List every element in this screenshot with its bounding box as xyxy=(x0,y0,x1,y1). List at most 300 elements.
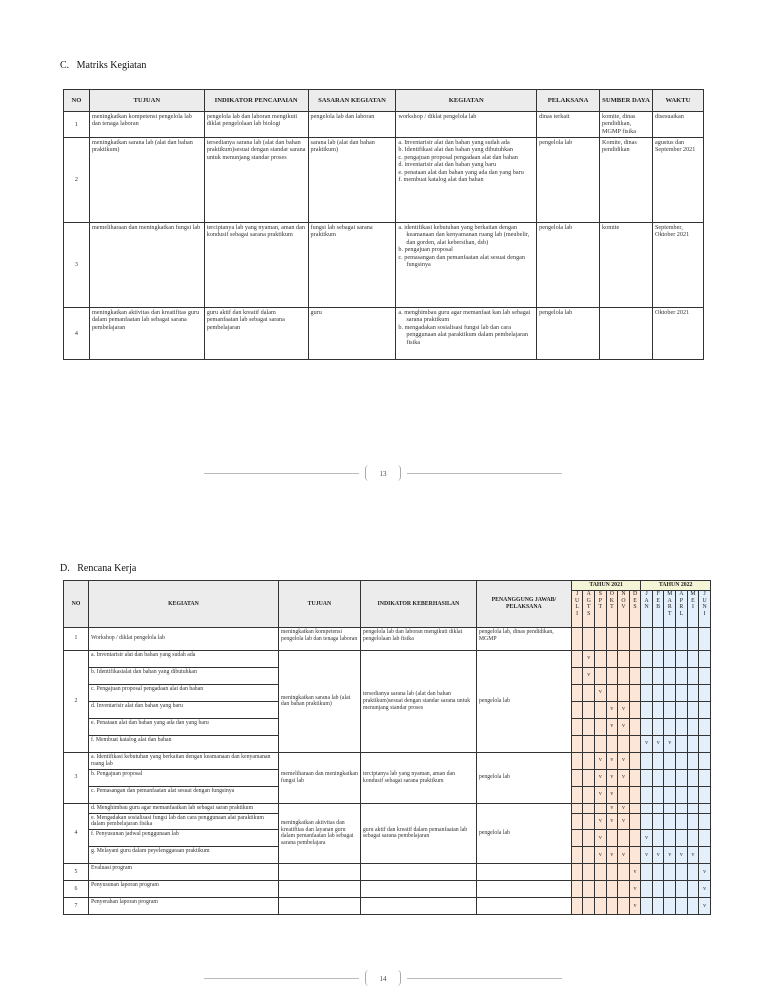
schedule-cell xyxy=(699,718,711,735)
header-tahun-2022: TAHUN 2022 xyxy=(641,581,711,591)
schedule-cell xyxy=(664,881,676,898)
schedule-cell xyxy=(652,898,664,915)
schedule-cell xyxy=(629,735,641,752)
row-kegiatan xyxy=(396,223,537,308)
schedule-cell xyxy=(699,735,711,752)
schedule-cell xyxy=(571,684,583,701)
row-no: 2 xyxy=(64,650,89,752)
schedule-cell xyxy=(583,684,595,701)
month-header: F E B xyxy=(652,590,664,627)
schedule-cell xyxy=(595,627,607,650)
row-kegiatan: c. Pengajuan proposal pengadaan alat dan bahan xyxy=(88,684,278,701)
schedule-cell: v xyxy=(618,847,630,864)
schedule-cell xyxy=(699,803,711,813)
month-header: A G T S xyxy=(583,590,595,627)
row-kegiatan: f. Penyusunan jadwal penggunaan lab xyxy=(88,830,278,847)
schedule-cell xyxy=(699,650,711,667)
schedule-cell xyxy=(606,881,618,898)
row-indikator: guru aktif dan kreatif dalam pemanfaatan lab sebagai sarana pembelajaran xyxy=(360,803,476,863)
schedule-cell xyxy=(652,864,664,881)
row-no: 3 xyxy=(64,752,89,803)
table-row xyxy=(64,650,711,667)
row-kegiatan: f. Membuat katalog alat dan bahan xyxy=(88,735,278,752)
row-tujuan: meningkatkan aktivitas dan kreatifitas dan layanan guru dalam pemanfaatan lab sebagai sarana pembelajara xyxy=(278,803,360,863)
schedule-cell: v xyxy=(641,847,653,864)
schedule-cell xyxy=(687,667,699,684)
month-header: J A N xyxy=(641,590,653,627)
row-indikator: terciptanya lab yang nyaman, aman dan kondusif sebagai sarana praktikum xyxy=(204,223,308,308)
schedule-cell: v xyxy=(595,830,607,847)
row-waktu: Oktober 2021 xyxy=(652,308,703,360)
table-row xyxy=(64,898,711,915)
row-tujuan: memeliharaan dan meningkatkan fungsi lab xyxy=(89,223,204,308)
schedule-cell xyxy=(629,627,641,650)
header-sasaran: SASARAN KEGIATAN xyxy=(308,90,396,112)
schedule-cell xyxy=(641,864,653,881)
row-tujuan: meningkatkan sarana lab (alat dan bahan praktikum) xyxy=(89,138,204,223)
row-sumber-daya xyxy=(600,308,653,360)
schedule-cell xyxy=(595,898,607,915)
row-no: 1 xyxy=(64,112,90,138)
month-header: S P T xyxy=(595,590,607,627)
row-kegiatan: a. Identifikasi kebutuhan yang berkaitan dengan keamanaan dan kenyamanan ruang lab xyxy=(88,752,278,769)
rencana-kerja-table xyxy=(63,580,711,915)
schedule-cell xyxy=(652,627,664,650)
schedule-cell xyxy=(652,650,664,667)
schedule-cell xyxy=(676,830,688,847)
row-tujuan: meningkatkan kompetensi pengelola lab dan tenaga laboran xyxy=(89,112,204,138)
page-number-13 xyxy=(204,465,562,481)
schedule-cell xyxy=(664,769,676,786)
schedule-cell xyxy=(687,627,699,650)
schedule-cell xyxy=(571,718,583,735)
table-row xyxy=(64,752,711,769)
schedule-cell xyxy=(618,684,630,701)
schedule-cell xyxy=(664,813,676,830)
row-no: 1 xyxy=(64,627,89,650)
schedule-cell xyxy=(571,881,583,898)
schedule-cell xyxy=(699,813,711,830)
schedule-cell xyxy=(652,684,664,701)
month-header: A P R L xyxy=(676,590,688,627)
schedule-cell xyxy=(641,769,653,786)
schedule-cell: v xyxy=(629,881,641,898)
schedule-cell xyxy=(641,718,653,735)
table-row xyxy=(64,308,704,360)
schedule-cell xyxy=(629,847,641,864)
row-tujuan: meningkatkan sarana lab (alat dan bahan praktikum) xyxy=(278,650,360,752)
schedule-cell xyxy=(652,813,664,830)
schedule-cell xyxy=(583,830,595,847)
schedule-cell: v xyxy=(595,847,607,864)
matriks-kegiatan-table xyxy=(63,89,704,360)
schedule-cell xyxy=(641,684,653,701)
schedule-cell xyxy=(664,650,676,667)
table-row xyxy=(64,803,711,813)
footer-rule-right xyxy=(407,978,562,979)
row-kegiatan: e. Penataan alat dan bahan yang ada dan yang baru xyxy=(88,718,278,735)
schedule-cell xyxy=(699,847,711,864)
schedule-cell: v xyxy=(618,803,630,813)
schedule-cell xyxy=(641,627,653,650)
schedule-cell xyxy=(699,786,711,803)
row-penanggung-jawab: pengelola lab xyxy=(476,752,571,803)
row-waktu: agustus dan September 2021 xyxy=(652,138,703,223)
schedule-cell xyxy=(676,803,688,813)
schedule-cell xyxy=(571,627,583,650)
row-no: 7 xyxy=(64,898,89,915)
schedule-cell xyxy=(641,752,653,769)
schedule-cell xyxy=(664,864,676,881)
row-sumber-daya: komite, dinas pendidikan, MGMP fisika xyxy=(600,112,653,138)
schedule-cell xyxy=(652,881,664,898)
schedule-cell xyxy=(664,898,676,915)
schedule-cell: v xyxy=(606,803,618,813)
schedule-cell: v xyxy=(664,847,676,864)
schedule-cell xyxy=(618,881,630,898)
schedule-cell xyxy=(687,718,699,735)
header-no: NO xyxy=(64,581,89,628)
schedule-cell xyxy=(571,830,583,847)
row-kegiatan: Workshop / diklat pengelola lab xyxy=(88,627,278,650)
schedule-cell xyxy=(618,786,630,803)
row-tujuan: memeliharaan dan meningkatkan fungsi lab xyxy=(278,752,360,803)
footer-rule-right xyxy=(407,473,562,474)
schedule-cell xyxy=(595,701,607,718)
schedule-cell xyxy=(687,752,699,769)
table-row xyxy=(64,223,704,308)
schedule-cell xyxy=(571,864,583,881)
schedule-cell xyxy=(595,864,607,881)
row-kegiatan: Penyusunan laporan program xyxy=(88,881,278,898)
row-indikator: terciptanya lab yang nyaman, aman dan kondusif sebagai sarana praktikum xyxy=(360,752,476,803)
schedule-cell xyxy=(676,718,688,735)
schedule-cell: v xyxy=(629,864,641,881)
schedule-cell xyxy=(595,667,607,684)
schedule-cell xyxy=(571,769,583,786)
schedule-cell xyxy=(583,735,595,752)
schedule-cell: v xyxy=(652,847,664,864)
schedule-cell xyxy=(595,650,607,667)
month-header: M E I xyxy=(687,590,699,627)
table-row xyxy=(64,138,704,223)
list-item: a. menghimbau guru agar memanfaat kan lab sebagai sarana praktikum xyxy=(398,309,531,324)
schedule-cell xyxy=(629,803,641,813)
schedule-cell xyxy=(641,650,653,667)
schedule-cell xyxy=(699,627,711,650)
row-tujuan: meningkatkan aktivitas dan kreatifitas guru dalam pemanfaatan lab sebagai sarana pembelajaran xyxy=(89,308,204,360)
row-kegiatan: a. Inventarisir alat dan bahan yang sudah ada xyxy=(88,650,278,667)
row-penanggung-jawab xyxy=(476,881,571,898)
schedule-cell xyxy=(676,735,688,752)
row-penanggung-jawab xyxy=(476,864,571,881)
schedule-cell xyxy=(676,667,688,684)
row-kegiatan xyxy=(396,308,537,360)
month-header: M A R T xyxy=(664,590,676,627)
page-number-14 xyxy=(204,970,562,986)
schedule-cell xyxy=(583,864,595,881)
schedule-cell xyxy=(652,701,664,718)
schedule-cell: v xyxy=(641,735,653,752)
schedule-cell xyxy=(571,650,583,667)
list-item: c. pemasangan dan pemanfaatan alat sesuai dengan fungsinya xyxy=(398,253,526,269)
schedule-cell xyxy=(664,627,676,650)
schedule-cell xyxy=(687,684,699,701)
row-sumber-daya: komite xyxy=(600,223,653,308)
row-indikator: pengelola lab dan laboran mengikuti diklat pengelolaan lab fisika xyxy=(360,627,476,650)
list-item: f. membuat katalog alat dan bahan xyxy=(398,176,484,184)
schedule-cell xyxy=(606,898,618,915)
schedule-cell xyxy=(676,650,688,667)
schedule-cell xyxy=(618,627,630,650)
schedule-cell xyxy=(687,701,699,718)
header-sumber-daya: SUMBER DAYA xyxy=(600,90,653,112)
schedule-cell xyxy=(571,786,583,803)
schedule-cell xyxy=(595,803,607,813)
row-indikator: pengelola lab dan laboran mengikuti diklat pengelolaan lab biologi xyxy=(204,112,308,138)
row-pelaksana: pengelola lab xyxy=(537,308,600,360)
header-indikator: INDIKATOR KEBERHASILAN xyxy=(360,581,476,628)
schedule-cell xyxy=(641,803,653,813)
schedule-cell xyxy=(687,735,699,752)
schedule-cell: v xyxy=(618,701,630,718)
section-c-title: C. Matriks Kegiatan xyxy=(60,60,147,71)
row-indikator xyxy=(360,881,476,898)
schedule-cell xyxy=(629,718,641,735)
schedule-cell: v xyxy=(699,881,711,898)
schedule-cell xyxy=(676,881,688,898)
schedule-cell xyxy=(699,684,711,701)
month-header: J U L I xyxy=(571,590,583,627)
schedule-cell xyxy=(652,830,664,847)
month-header: O K T xyxy=(606,590,618,627)
schedule-cell: v xyxy=(606,701,618,718)
row-indikator xyxy=(360,864,476,881)
schedule-cell xyxy=(664,786,676,803)
schedule-cell: v xyxy=(606,813,618,830)
schedule-cell: v xyxy=(676,847,688,864)
list-item: b. Identifikasi alat dan bahan yang dibutuhkan xyxy=(398,146,513,154)
footer-rule-left xyxy=(204,978,359,979)
schedule-cell xyxy=(606,684,618,701)
schedule-cell: v xyxy=(618,718,630,735)
row-penanggung-jawab: pengelola lab xyxy=(476,803,571,863)
schedule-cell xyxy=(618,667,630,684)
schedule-cell: v xyxy=(606,847,618,864)
schedule-cell xyxy=(687,864,699,881)
schedule-cell xyxy=(676,813,688,830)
month-header: J U N I xyxy=(699,590,711,627)
schedule-cell: v xyxy=(629,898,641,915)
schedule-cell xyxy=(676,769,688,786)
schedule-cell xyxy=(629,830,641,847)
schedule-cell xyxy=(664,667,676,684)
schedule-cell xyxy=(641,701,653,718)
schedule-cell: v xyxy=(583,650,595,667)
schedule-cell xyxy=(652,786,664,803)
row-kegiatan xyxy=(396,138,537,223)
header-tahun-2021: TAHUN 2021 xyxy=(571,581,640,591)
table-row xyxy=(64,881,711,898)
row-kegiatan: workshop / diklat pengelola lab xyxy=(396,112,537,138)
schedule-cell: v xyxy=(595,752,607,769)
row-penanggung-jawab xyxy=(476,898,571,915)
schedule-cell xyxy=(583,769,595,786)
row-no: 2 xyxy=(64,138,90,223)
schedule-cell: v xyxy=(595,813,607,830)
schedule-cell: v xyxy=(606,718,618,735)
schedule-cell xyxy=(641,898,653,915)
list-item: a. identifikasi kebutuhan yang berkaitan dengan keamanaan dan kenyamanan ruang lab (meubelir, dan gorden, alat kebersihan, dsb) xyxy=(398,224,530,246)
schedule-cell xyxy=(652,752,664,769)
header-no: NO xyxy=(64,90,90,112)
schedule-cell xyxy=(571,898,583,915)
schedule-cell xyxy=(606,864,618,881)
header-penanggung-jawab: PENANGGUNG JAWAB/ PELAKSANA xyxy=(476,581,571,628)
schedule-cell xyxy=(571,847,583,864)
footer-rule-left xyxy=(204,473,359,474)
row-kegiatan: b. Identifikasialat dan bahan yang dibutuhkan xyxy=(88,667,278,684)
row-kegiatan: d. Inventarisir alat dan bahan yang baru xyxy=(88,701,278,718)
row-kegiatan: e. Mengadakan sosialisasi fungsi lab dan cara penggunaan alat paraktikum dalam pembelajaran fisika xyxy=(88,813,278,830)
schedule-cell xyxy=(687,769,699,786)
schedule-cell: v xyxy=(618,813,630,830)
header-pelaksana: PELAKSANA xyxy=(537,90,600,112)
row-no: 6 xyxy=(64,881,89,898)
schedule-cell xyxy=(618,898,630,915)
month-header: N O V xyxy=(618,590,630,627)
month-header: D E S xyxy=(629,590,641,627)
schedule-cell xyxy=(583,786,595,803)
row-no: 4 xyxy=(64,803,89,863)
row-waktu: September, Oktober 2021 xyxy=(652,223,703,308)
schedule-cell xyxy=(699,830,711,847)
schedule-cell xyxy=(676,898,688,915)
schedule-cell xyxy=(583,701,595,718)
row-tujuan xyxy=(278,864,360,881)
schedule-cell xyxy=(699,769,711,786)
row-penanggung-jawab: pengelola lab, dinas pendidikan, MGMP xyxy=(476,627,571,650)
schedule-cell xyxy=(606,667,618,684)
schedule-cell xyxy=(687,650,699,667)
schedule-cell: v xyxy=(595,786,607,803)
schedule-cell xyxy=(583,813,595,830)
row-sasaran: sarana lab (alat dan bahan praktikum) xyxy=(308,138,396,223)
schedule-cell: v xyxy=(606,786,618,803)
schedule-cell xyxy=(629,769,641,786)
schedule-cell: v xyxy=(583,667,595,684)
schedule-cell xyxy=(687,830,699,847)
row-indikator: guru aktif dan kreatif dalam pemanfaatan lab sebagai sarana pembelajaran xyxy=(204,308,308,360)
schedule-cell xyxy=(571,813,583,830)
header-waktu: WAKTU xyxy=(652,90,703,112)
schedule-cell xyxy=(676,701,688,718)
row-kegiatan: Penyerahan laporan program xyxy=(88,898,278,915)
row-sumber-daya: Komite, dinas pendidikan xyxy=(600,138,653,223)
row-tujuan xyxy=(278,881,360,898)
schedule-cell xyxy=(583,718,595,735)
schedule-cell xyxy=(583,847,595,864)
row-indikator: tersedianya sarana lab (alat dan bahan praktikum)sesuai dengan standar sarana untuk menunjang standar proses xyxy=(360,650,476,752)
schedule-cell xyxy=(629,786,641,803)
schedule-cell xyxy=(676,684,688,701)
schedule-cell: v xyxy=(595,769,607,786)
schedule-cell xyxy=(571,667,583,684)
schedule-cell xyxy=(699,752,711,769)
schedule-cell xyxy=(687,813,699,830)
row-no: 3 xyxy=(64,223,90,308)
schedule-cell: v xyxy=(699,898,711,915)
row-kegiatan: c. Pemasangan dan pemanfaatan alat sesuai dengan fungsinya xyxy=(88,786,278,803)
list-item: d. inventarisir alat dan bahan yang baru xyxy=(398,161,497,169)
list-item: b. pengajuan proposal xyxy=(398,246,453,254)
row-waktu: disesuaikan xyxy=(652,112,703,138)
schedule-cell xyxy=(629,701,641,718)
row-kegiatan: b. Pengajuan proposal xyxy=(88,769,278,786)
list-item: e. penataan alat dan bahan yang ada dan yang baru xyxy=(398,168,524,176)
schedule-cell xyxy=(583,752,595,769)
list-item: c. pengajuan proposal pengadaan alat dan bahan xyxy=(398,153,518,161)
schedule-cell xyxy=(595,881,607,898)
schedule-cell xyxy=(583,898,595,915)
row-sasaran: fungsi lab sebagai sarana praktikum xyxy=(308,223,396,308)
schedule-cell xyxy=(641,667,653,684)
schedule-cell xyxy=(618,864,630,881)
page-number-label: 14 xyxy=(365,970,401,986)
schedule-cell xyxy=(652,667,664,684)
schedule-cell xyxy=(687,898,699,915)
schedule-cell xyxy=(676,786,688,803)
schedule-cell xyxy=(583,803,595,813)
schedule-cell xyxy=(629,684,641,701)
row-indikator: tersedianya sarana lab (alat dan bahan praktikum)sesuai dengan standar sarana untuk menunjang standar proses xyxy=(204,138,308,223)
schedule-cell: v xyxy=(606,752,618,769)
row-kegiatan: Evaluasi program xyxy=(88,864,278,881)
schedule-cell: v xyxy=(641,830,653,847)
list-item: b. mengadakan sosialisasi fungsi lab dan cara penggunaan alat paraktikum dalam pembelajaran fisika xyxy=(398,323,529,346)
schedule-cell xyxy=(652,769,664,786)
schedule-cell xyxy=(664,803,676,813)
schedule-cell xyxy=(629,813,641,830)
schedule-cell: v xyxy=(606,769,618,786)
schedule-cell: v xyxy=(664,735,676,752)
schedule-cell xyxy=(641,881,653,898)
schedule-cell xyxy=(571,735,583,752)
schedule-cell xyxy=(664,752,676,769)
schedule-cell xyxy=(595,735,607,752)
row-sasaran: guru xyxy=(308,308,396,360)
schedule-cell xyxy=(618,830,630,847)
schedule-cell xyxy=(629,650,641,667)
schedule-cell xyxy=(583,881,595,898)
schedule-cell xyxy=(583,627,595,650)
schedule-cell xyxy=(618,650,630,667)
header-tujuan: TUJUAN xyxy=(278,581,360,628)
schedule-cell xyxy=(676,864,688,881)
schedule-cell xyxy=(687,786,699,803)
row-penanggung-jawab: pengelola lab xyxy=(476,650,571,752)
schedule-cell xyxy=(699,667,711,684)
schedule-cell xyxy=(629,667,641,684)
schedule-cell: v xyxy=(687,847,699,864)
table-row xyxy=(64,864,711,881)
schedule-cell xyxy=(571,752,583,769)
row-kegiatan: d. Menghimbau guru agar memanfaatkan lab sebagai saran praktikum xyxy=(88,803,278,813)
schedule-cell xyxy=(652,718,664,735)
schedule-cell: v xyxy=(595,684,607,701)
row-pelaksana: pengelola lab xyxy=(537,138,600,223)
header-kegiatan: KEGIATAN xyxy=(88,581,278,628)
